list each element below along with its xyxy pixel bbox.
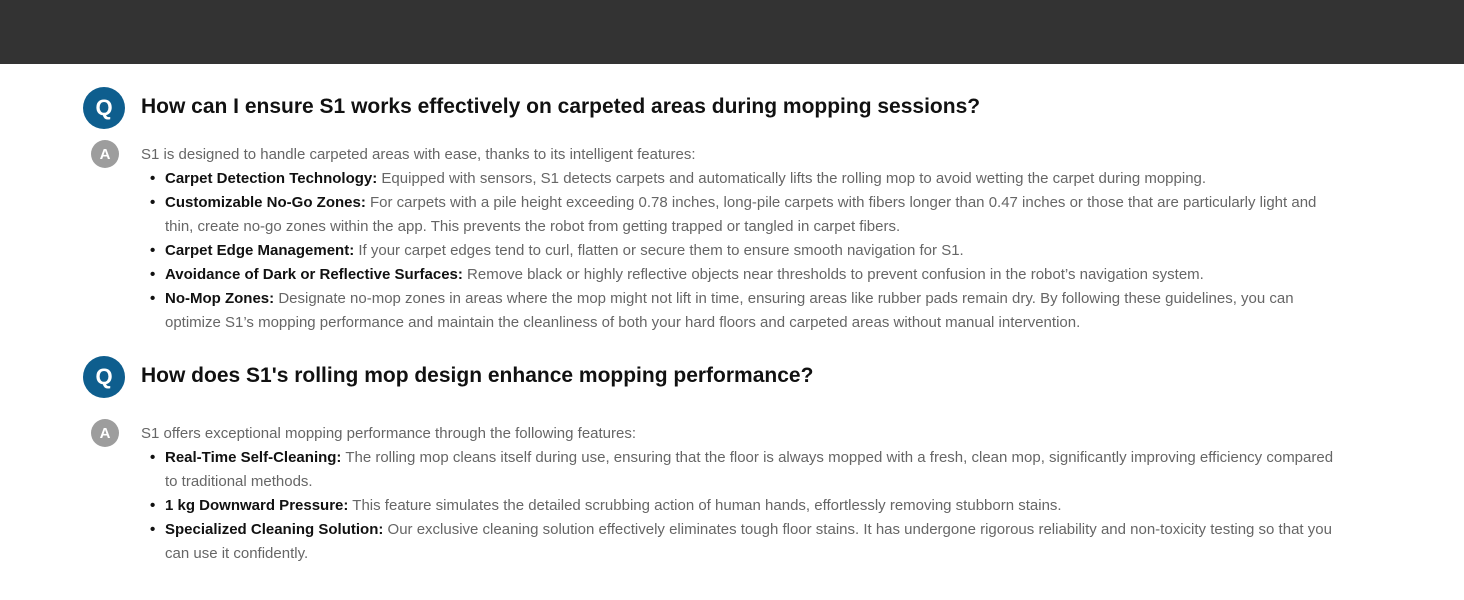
question-title: How does S1's rolling mop design enhance mopping performance?: [141, 364, 814, 387]
answer-list: [147, 167, 1347, 335]
item-term: Real-Time Self-Cleaning:: [165, 449, 342, 466]
faq-item: [0, 355, 1464, 562]
list-item: [147, 191, 1347, 239]
item-term: Specialized Cleaning Solution:: [165, 521, 384, 538]
list-item: [147, 167, 1347, 191]
item-term: Customizable No-Go Zones:: [165, 194, 366, 211]
item-text: This feature simulates the detailed scrubbing action of human hands, effortlessly removing stubborn stains.: [348, 497, 1062, 514]
item-text: The rolling mop cleans itself during use, ensuring that the floor is always mopped with a fresh, clean mop, significantly improving efficiency compared to traditional methods.: [165, 449, 1334, 490]
question-row: [0, 355, 1464, 399]
list-item: [147, 494, 1347, 518]
q-badge-icon: Q: [83, 356, 125, 398]
a-badge-icon: A: [91, 419, 119, 447]
question-title: How can I ensure S1 works effectively on carpeted areas during mopping sessions?: [141, 95, 981, 118]
item-term: Avoidance of Dark or Reflective Surfaces:: [165, 266, 463, 283]
faq-item: [0, 86, 1464, 331]
item-text: Our exclusive cleaning solution effectively eliminates tough floor stains. It has undergone rigorous reliability and non-toxicity testing so that you can use it confidently.: [165, 521, 1332, 562]
item-text: If your carpet edges tend to curl, flatten or secure them to ensure smooth navigation for S1.: [354, 242, 964, 259]
question-row: [0, 86, 1464, 130]
a-badge-icon: A: [91, 140, 119, 168]
item-term: Carpet Detection Technology:: [165, 170, 378, 187]
list-item: [147, 239, 1347, 263]
item-text: Equipped with sensors, S1 detects carpets and automatically lifts the rolling mop to avoid wetting the carpet during mopping.: [377, 170, 1207, 187]
q-badge-icon: Q: [83, 87, 125, 129]
list-item: [147, 287, 1347, 335]
item-term: No-Mop Zones:: [165, 290, 275, 307]
header-bar: [0, 0, 1464, 64]
item-term: 1 kg Downward Pressure:: [165, 497, 349, 514]
list-item: [147, 263, 1347, 287]
item-text: Remove black or highly reflective objects near thresholds to prevent confusion in the robot’s navigation system.: [462, 266, 1204, 283]
item-text: For carpets with a pile height exceeding 0.78 inches, long-pile carpets with fibers longer than 0.47 inches or those that are particularly light and thin, create no-go zones within the app. This prevents the robot from getting trapped or tangled in carpet fibers.: [165, 194, 1317, 235]
list-item: [147, 446, 1347, 494]
answer-list: [147, 446, 1347, 566]
item-term: Carpet Edge Management:: [165, 242, 355, 259]
answer-intro: S1 is designed to handle carpeted areas with ease, thanks to its intelligent features:: [141, 146, 696, 163]
answer-intro: S1 offers exceptional mopping performance through the following features:: [141, 425, 637, 442]
item-text: Designate no-mop zones in areas where the mop might not lift in time, ensuring areas like rubber pads remain dry. By following these guidelines, you can optimize S1’s mopping performance and maintain the cleanliness of both your hard floors and carpeted areas without manual intervention.: [165, 290, 1294, 331]
list-item: [147, 518, 1347, 566]
